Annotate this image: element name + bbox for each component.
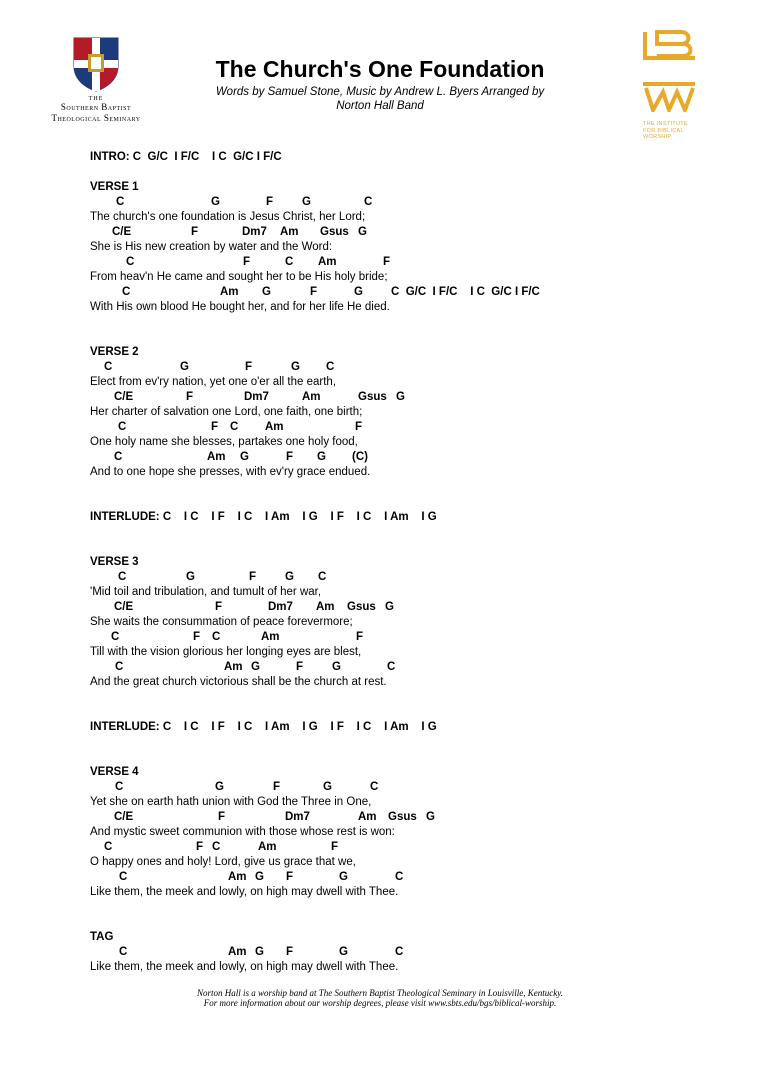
lyric-line: Her charter of salvation one Lord, one faith, one birth; [90, 406, 363, 418]
chord: G [358, 226, 367, 238]
chord: G [339, 946, 348, 958]
chord: C [326, 361, 335, 373]
chord: C [395, 946, 404, 958]
verse-1-heading: VERSE 1 [90, 181, 139, 193]
chord: C [387, 661, 396, 673]
lyric-line: The church's one foundation is Jesus Christ, her Lord; [90, 211, 366, 223]
chord: F [310, 286, 318, 298]
chord: F [211, 421, 219, 433]
chord: C [119, 946, 128, 958]
seal-line-1: Southern Baptist [60, 102, 132, 112]
chord-line [90, 600, 730, 615]
chord: F [266, 196, 274, 208]
chord: G [240, 451, 249, 463]
lyric-line: She waits the consummation of peace forevermore; [90, 616, 353, 628]
lyric-line: Till with the vision glorious her longing eyes are blest, [90, 646, 362, 658]
chord: Am [302, 391, 321, 403]
chord: F [249, 571, 257, 583]
chord: Am [318, 256, 337, 268]
chord: G [426, 811, 435, 823]
chord: C/E [112, 226, 132, 238]
chord: C [285, 256, 294, 268]
chord: C [212, 841, 221, 853]
chord: G [255, 871, 264, 883]
verse-3-heading: VERSE 3 [90, 556, 139, 568]
chord: G [354, 286, 363, 298]
chord-line [90, 570, 730, 585]
ibw-mark-icon [643, 30, 695, 112]
chord: F [286, 871, 294, 883]
lyric-line: 'Mid toil and tribulation, and tumult of her war, [90, 586, 322, 598]
song-content [90, 150, 730, 975]
chord-line [90, 810, 730, 825]
chord: C [116, 196, 125, 208]
lyric-line: Like them, the meek and lowly, on high may dwell with Thee. [90, 886, 399, 898]
chord: G [323, 781, 332, 793]
lyric-line: And the great church victorious shall be the church at rest. [90, 676, 387, 688]
chord: G [291, 361, 300, 373]
seal-the: THE [88, 96, 104, 102]
interlude-1: INTERLUDE: C I C I F I C I Am I G I F I C I Am I G [90, 511, 437, 523]
chord-line [90, 285, 730, 300]
chord: F [218, 811, 226, 823]
chord: G [255, 946, 264, 958]
chord: F [273, 781, 281, 793]
chord-line [90, 660, 730, 675]
chord: F [355, 421, 363, 433]
chord: Am [265, 421, 284, 433]
ibw-tagline [643, 121, 713, 141]
chord: G [262, 286, 271, 298]
ibw-tag-1: THE INSTITUTE [643, 121, 688, 127]
chord: C G/C I F/C I C G/C I F/C [391, 286, 540, 298]
chord: F [196, 841, 204, 853]
tag-heading: TAG [90, 931, 114, 943]
chord: G [186, 571, 195, 583]
chord-line [90, 870, 730, 885]
chord: (C) [352, 451, 368, 463]
chord: F [383, 256, 391, 268]
chord: G [285, 571, 294, 583]
ibw-logo [643, 30, 713, 141]
chord: Am [220, 286, 239, 298]
chord: G [215, 781, 224, 793]
lyric-line: O happy ones and holy! Lord, give us grace that we, [90, 856, 356, 868]
chord: Dm7 [242, 226, 267, 238]
chord-line [90, 225, 730, 240]
chord: C [104, 361, 113, 373]
chord: Am [228, 946, 247, 958]
chord: C [395, 871, 404, 883]
footer-line-1: Norton Hall is a worship band at The Southern Baptist Theological Seminary in Louisville, Kentucky. [197, 988, 563, 998]
lyric-line: One holy name she blesses, partakes one holy food, [90, 436, 358, 448]
credits-line-2: Norton Hall Band [336, 100, 424, 112]
chord-line [90, 630, 730, 645]
chord: G [317, 451, 326, 463]
chord: G [211, 196, 220, 208]
chord: F [286, 451, 294, 463]
chord: Dm7 [268, 601, 293, 613]
lyric-line: She is His new creation by water and the Word: [90, 241, 333, 253]
chord: C [370, 781, 379, 793]
chord: Gsus [347, 601, 376, 613]
chord: C [318, 571, 327, 583]
footer [160, 988, 600, 1008]
chord: Am [207, 451, 226, 463]
chord: C/E [114, 601, 134, 613]
chord: F [191, 226, 199, 238]
seal-line-2: Theological Seminary [51, 113, 141, 123]
chord: F [186, 391, 194, 403]
lyric-line: Like them, the meek and lowly, on high may dwell with Thee. [90, 961, 399, 973]
chord: C [118, 421, 127, 433]
credits-line-1: Words by Samuel Stone, Music by Andrew L. Byers Arranged by [215, 86, 545, 98]
chord-line [90, 195, 730, 210]
lyric-line: Yet she on earth hath union with God the Three in One, [90, 796, 372, 808]
chord: Am [258, 841, 277, 853]
chord: C [104, 841, 113, 853]
footer-line-2: For more information about our worship degrees, please visit www.sbts.edu/bgs/biblical-worship. [203, 998, 557, 1008]
lyric-line: With His own blood He bought her, and for her life He died. [90, 301, 390, 313]
shield-icon [72, 36, 120, 92]
chord: F [286, 946, 294, 958]
chord: G [339, 871, 348, 883]
chord: F [296, 661, 304, 673]
chord-line [90, 450, 730, 465]
chord: C [114, 451, 123, 463]
chord: C [364, 196, 373, 208]
page-title: The Church's One Foundation [215, 56, 545, 82]
interlude-2: INTERLUDE: C I C I F I C I Am I G I F I C I Am I G [90, 721, 437, 733]
title-block [180, 55, 580, 113]
chord: G [332, 661, 341, 673]
chord: C/E [114, 811, 134, 823]
chord: Am [280, 226, 299, 238]
chord: Dm7 [244, 391, 269, 403]
chord: Am [228, 871, 247, 883]
chord: Dm7 [285, 811, 310, 823]
ibw-tag-3: WORSHIP [643, 134, 672, 140]
seminary-logo [38, 36, 154, 124]
chord: C [118, 571, 127, 583]
lyric-line: From heav'n He came and sought her to be His holy bride; [90, 271, 388, 283]
chord: F [193, 631, 201, 643]
chord: G [180, 361, 189, 373]
chord: C [119, 871, 128, 883]
verse-4-heading: VERSE 4 [90, 766, 139, 778]
chord: F [331, 841, 339, 853]
chord-line [90, 840, 730, 855]
lyric-line: And to one hope she presses, with ev'ry grace endued. [90, 466, 371, 478]
verse-2-heading: VERSE 2 [90, 346, 139, 358]
chord: Am [316, 601, 335, 613]
chord: Am [224, 661, 243, 673]
credits [180, 85, 580, 113]
chord: Am [358, 811, 377, 823]
chord: G [251, 661, 260, 673]
chord-line [90, 420, 730, 435]
chord: G [385, 601, 394, 613]
lyric-line: Elect from ev'ry nation, yet one o'er all the earth, [90, 376, 337, 388]
chord: C [126, 256, 135, 268]
chord-line [90, 945, 730, 960]
chord: Am [261, 631, 280, 643]
chord-line [90, 360, 730, 375]
chord: F [243, 256, 251, 268]
chord: C [115, 661, 124, 673]
ibw-tag-2: FOR BIBLICAL [643, 127, 684, 134]
chord: G [302, 196, 311, 208]
chord: C [115, 781, 124, 793]
chord: F [215, 601, 223, 613]
chord-line [90, 255, 730, 270]
chord: Gsus [320, 226, 349, 238]
chord: F [356, 631, 364, 643]
chord: F [245, 361, 253, 373]
chord: C [111, 631, 120, 643]
chord-line [90, 780, 730, 795]
chord: C [122, 286, 131, 298]
chord: Gsus [388, 811, 417, 823]
chord: G [396, 391, 405, 403]
chord: C [230, 421, 239, 433]
chord: C [212, 631, 221, 643]
chord-line [90, 390, 730, 405]
chord: Gsus [358, 391, 387, 403]
lyric-line: And mystic sweet communion with those whose rest is won: [90, 826, 395, 838]
chord: C/E [114, 391, 134, 403]
intro: INTRO: C G/C I F/C I C G/C I F/C [90, 151, 282, 163]
